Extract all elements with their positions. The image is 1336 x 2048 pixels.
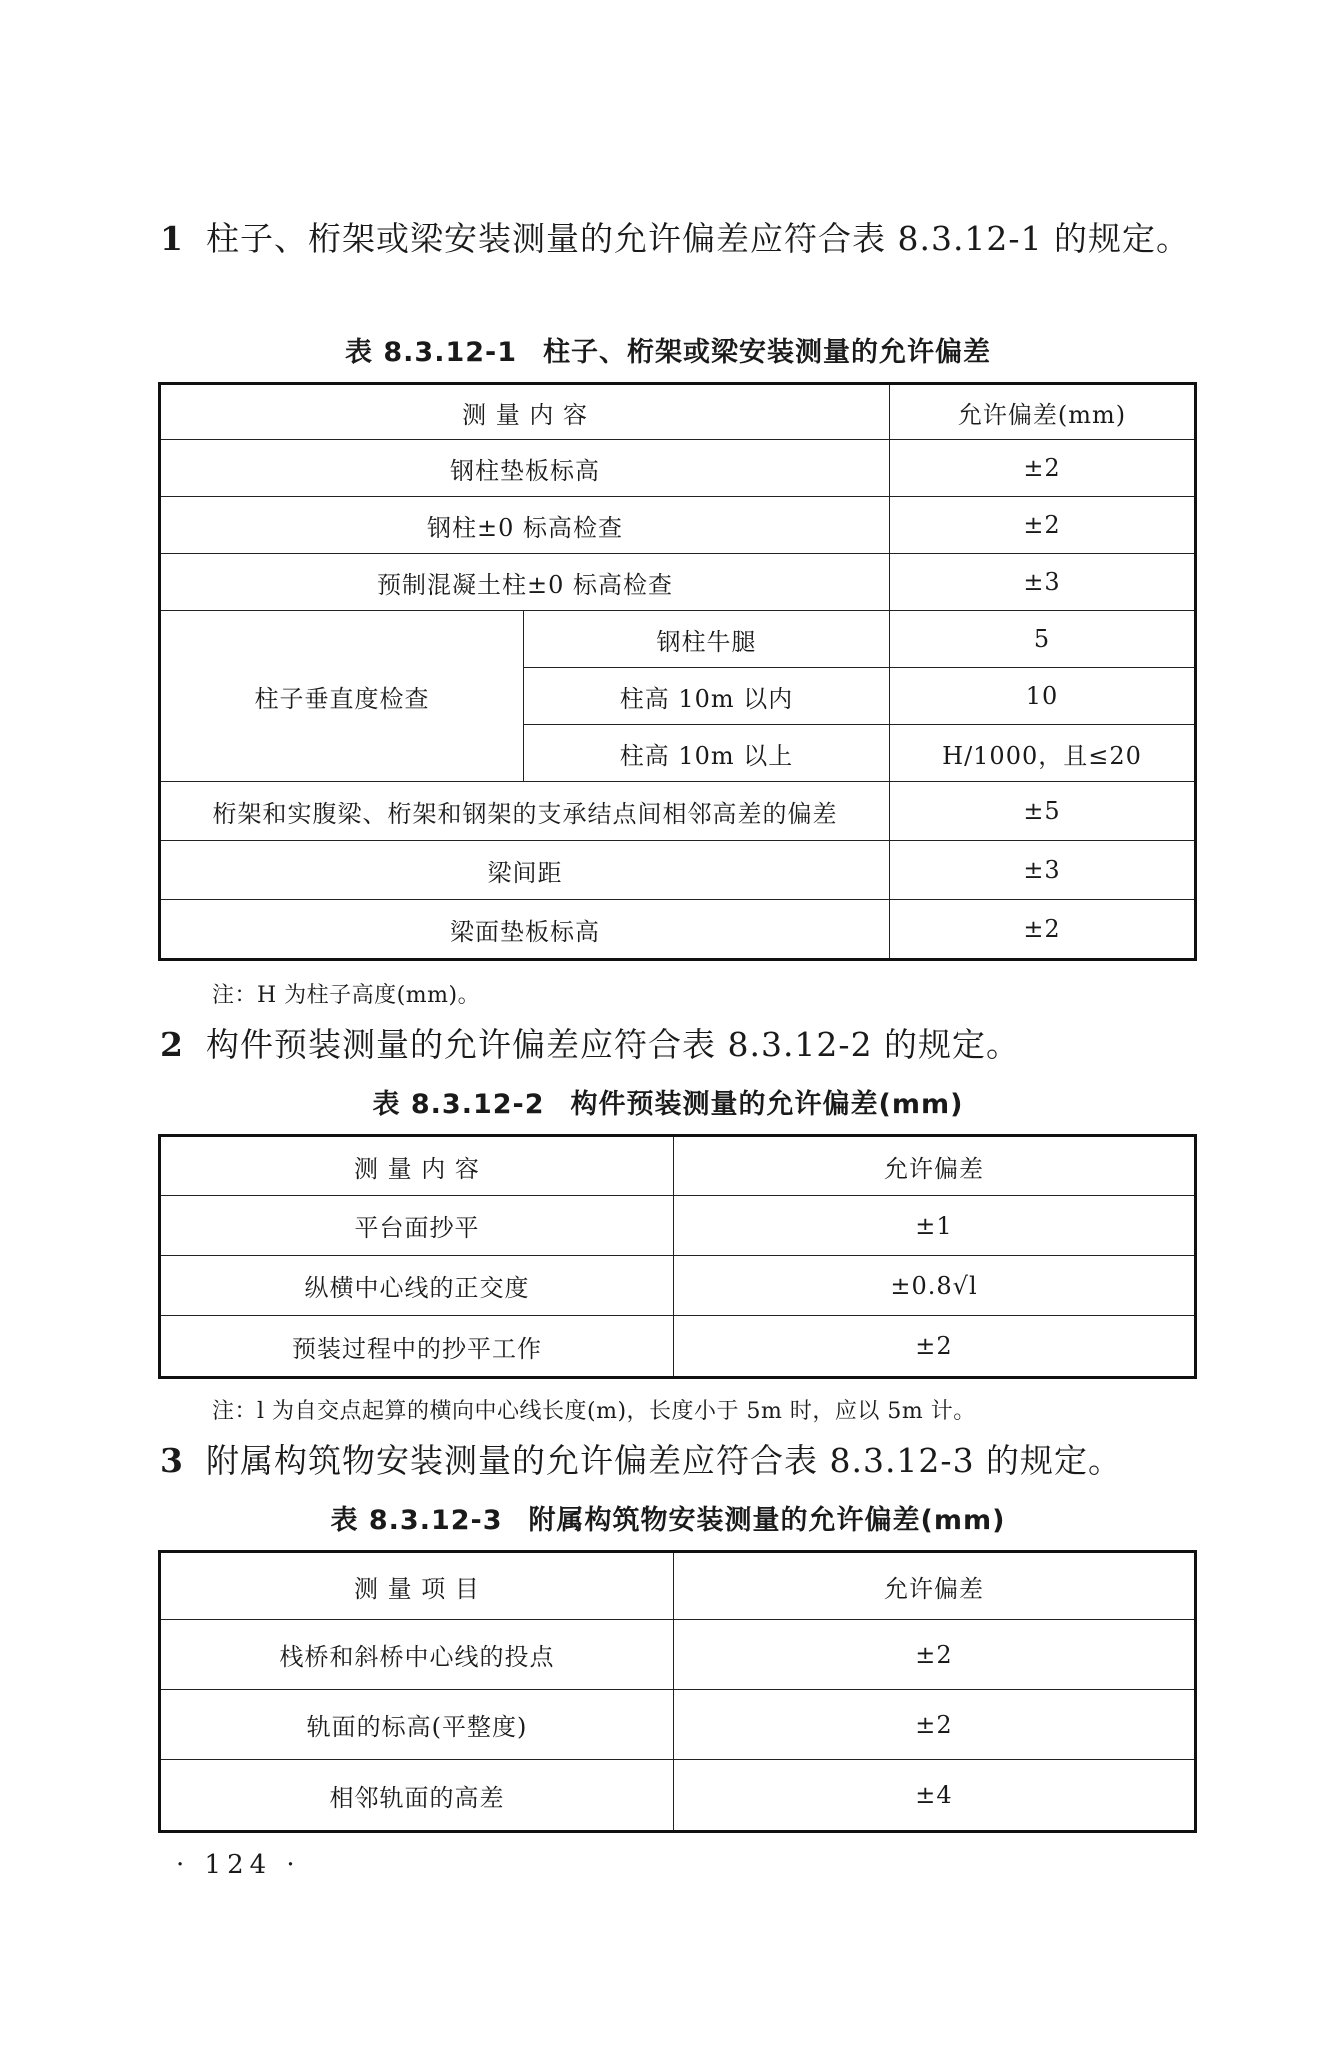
table-2-caption-id: 表 8.3.12-2	[372, 1089, 545, 1120]
table-2-header-tolerance: 允许偏差	[674, 1136, 1196, 1196]
table-cell-content: 桁架和实腹梁、桁架和钢架的支承结点间相邻高差的偏差	[160, 782, 890, 841]
table-cell-tolerance: ±2	[674, 1690, 1196, 1760]
section-2-number: 2	[160, 1025, 184, 1064]
table-row	[160, 611, 1196, 668]
table-cell-tolerance: ±3	[890, 554, 1196, 611]
table-row	[160, 1620, 1196, 1690]
page-number: · 124 ·	[176, 1850, 301, 1880]
table-2	[158, 1134, 1197, 1379]
table-cell-tolerance: H/1000，且≤20	[890, 725, 1196, 782]
table-cell-content: 轨面的标高(平整度)	[160, 1690, 674, 1760]
section-1-number: 1	[160, 219, 184, 258]
section-2-text: 构件预装测量的允许偏差应符合表 8.3.12-2 的规定。	[205, 1025, 1021, 1064]
table-3-header-row	[160, 1552, 1196, 1620]
table-cell-content: 柱高 10m 以内	[524, 668, 890, 725]
table-1-header-row	[160, 384, 1196, 440]
table-cell-content: 纵横中心线的正交度	[160, 1256, 674, 1316]
table-1-caption-title: 柱子、桁架或梁安装测量的允许偏差	[543, 337, 992, 368]
table-cell-content: 钢柱牛腿	[524, 611, 890, 668]
table-1-caption-id: 表 8.3.12-1	[344, 337, 518, 368]
table-cell-tolerance: ±4	[674, 1760, 1196, 1832]
table-row	[160, 1256, 1196, 1316]
table-row	[160, 497, 1196, 554]
table-row	[160, 440, 1196, 497]
table-cell-content: 梁间距	[160, 841, 890, 900]
table-cell-tolerance: ±5	[890, 782, 1196, 841]
section-3-text: 附属构筑物安装测量的允许偏差应符合表 8.3.12-3 的规定。	[205, 1441, 1123, 1480]
table-row	[160, 1690, 1196, 1760]
table-cell-content: 柱高 10m 以上	[524, 725, 890, 782]
table-row	[160, 900, 1196, 960]
section-3-number: 3	[160, 1441, 184, 1480]
table-3-caption-id: 表 8.3.12-3	[330, 1505, 503, 1536]
table-1-note: 注：H 为柱子高度(mm)。	[212, 983, 481, 1008]
table-2-caption	[0, 1082, 1336, 1121]
table-cell-content: 钢柱垫板标高	[160, 440, 890, 497]
table-cell-tolerance: ±2	[890, 440, 1196, 497]
table-cell-tolerance: ±3	[890, 841, 1196, 900]
table-row	[160, 1760, 1196, 1832]
table-cell-content: 预装过程中的抄平工作	[160, 1316, 674, 1378]
table-3	[158, 1550, 1197, 1833]
table-cell-tolerance: ±1	[674, 1196, 1196, 1256]
table-2-caption-title: 构件预装测量的允许偏差(mm)	[570, 1089, 964, 1120]
table-1-caption	[0, 330, 1336, 369]
table-cell-tolerance: 5	[890, 611, 1196, 668]
table-1	[158, 382, 1197, 961]
table-cell-content: 相邻轨面的高差	[160, 1760, 674, 1832]
table-cell-content: 平台面抄平	[160, 1196, 674, 1256]
section-2-paragraph	[160, 1014, 1196, 1076]
table-cell-tolerance: ±0.8√l	[674, 1256, 1196, 1316]
section-1-text: 柱子、桁架或梁安装测量的允许偏差应符合表 8.3.12-1 的规定。	[205, 219, 1191, 258]
table-cell-tolerance: ±2	[674, 1620, 1196, 1690]
table-2-note: 注：l 为自交点起算的横向中心线长度(m)，长度小于 5m 时，应以 5m 计。	[212, 1399, 976, 1424]
table-row	[160, 841, 1196, 900]
table-cell-tolerance: ±2	[890, 900, 1196, 960]
table-2-header-content: 测 量 内 容	[160, 1136, 674, 1196]
table-cell-content: 钢柱±0 标高检查	[160, 497, 890, 554]
table-1-header-content: 测 量 内 容	[160, 384, 890, 440]
table-row	[160, 554, 1196, 611]
section-3-paragraph	[160, 1430, 1196, 1492]
table-cell-tolerance: ±2	[890, 497, 1196, 554]
section-1-paragraph	[160, 208, 1196, 270]
table-1-header-tolerance: 允许偏差(mm)	[890, 384, 1196, 440]
table-cell-content: 预制混凝土柱±0 标高检查	[160, 554, 890, 611]
table-3-caption	[0, 1498, 1336, 1537]
table-row	[160, 1316, 1196, 1378]
table-cell-tolerance: ±2	[674, 1316, 1196, 1378]
table-3-caption-title: 附属构筑物安装测量的允许偏差(mm)	[528, 1505, 1006, 1536]
table-2-header-row	[160, 1136, 1196, 1196]
table-cell-content: 梁面垫板标高	[160, 900, 890, 960]
table-row	[160, 1196, 1196, 1256]
table-cell-content: 栈桥和斜桥中心线的投点	[160, 1620, 674, 1690]
table-1-group-label: 柱子垂直度检查	[160, 611, 524, 782]
table-3-header-tolerance: 允许偏差	[674, 1552, 1196, 1620]
table-3-header-content: 测 量 项 目	[160, 1552, 674, 1620]
table-cell-tolerance: 10	[890, 668, 1196, 725]
table-row	[160, 782, 1196, 841]
